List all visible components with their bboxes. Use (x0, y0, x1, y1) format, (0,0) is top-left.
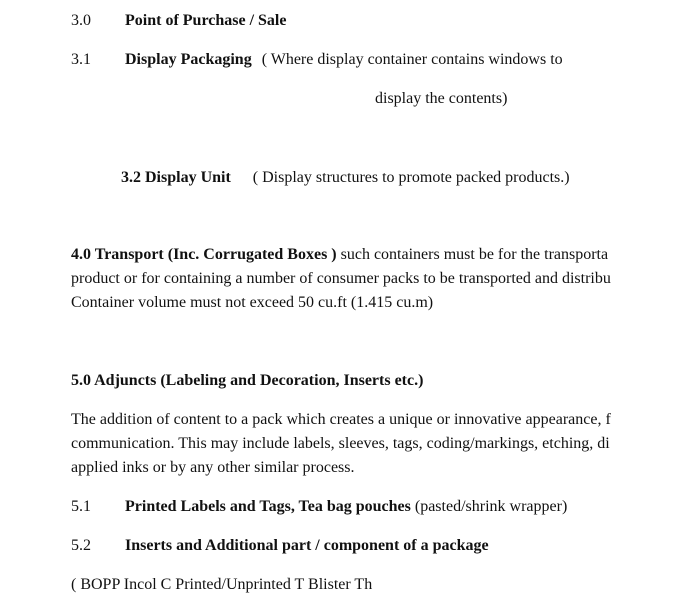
section-number: 3.0 (71, 12, 91, 29)
section-4-0-text: such containers must be for the transporta (336, 246, 609, 263)
section-5-0-paragraph-line-2: communication. This may include labels, sleeves, tags, coding/markings, etching, di (71, 435, 610, 452)
cutoff-text-line: ( BOPP Incol C Printed/Unprinted T Blister Th (71, 576, 373, 593)
section-5-1 (125, 497, 567, 517)
section-3-2-title: 3.2 Display Unit (121, 169, 231, 186)
section-5-0-paragraph-line-1: The addition of content to a pack which creates a unique or innovative appearance, f (71, 411, 611, 428)
section-5-2-number: 5.2 (71, 537, 91, 554)
section-3-1-description: ( Where display container contains windows to (261, 51, 563, 68)
section-5-2-title: Inserts and Additional part / component of a package (125, 537, 489, 554)
section-5-1-description: (pasted/shrink wrapper) (410, 498, 568, 515)
section-5-0-title: 5.0 Adjuncts (Labeling and Decoration, Inserts etc.) (71, 372, 424, 389)
section-3-0 (71, 11, 91, 31)
section-4-0-line-3: Container volume must not exceed 50 cu.ft (1.415 cu.m) (71, 294, 434, 311)
section-3-0-title: Point of Purchase / Sale (125, 12, 287, 29)
section-3-1 (125, 50, 563, 70)
section-3-2-description: ( Display structures to promote packed products.) (252, 169, 570, 186)
section-5-0-paragraph-line-3: applied inks or by any other similar process. (71, 459, 355, 476)
section-3-1-description-cont: display the contents) (375, 90, 508, 107)
section-4-0-line-2: product or for containing a number of consumer packs to be transported and distribu (71, 270, 611, 287)
section-3-2 (121, 168, 570, 188)
section-3-1-number: 3.1 (71, 51, 91, 68)
section-3-1-title: Display Packaging (125, 51, 252, 68)
section-4-0-line-1 (71, 245, 608, 265)
section-5-1-number: 5.1 (71, 498, 91, 515)
section-5-1-title: Printed Labels and Tags, Tea bag pouches (125, 498, 411, 515)
section-4-0-title: 4.0 Transport (Inc. Corrugated Boxes ) (71, 246, 337, 263)
